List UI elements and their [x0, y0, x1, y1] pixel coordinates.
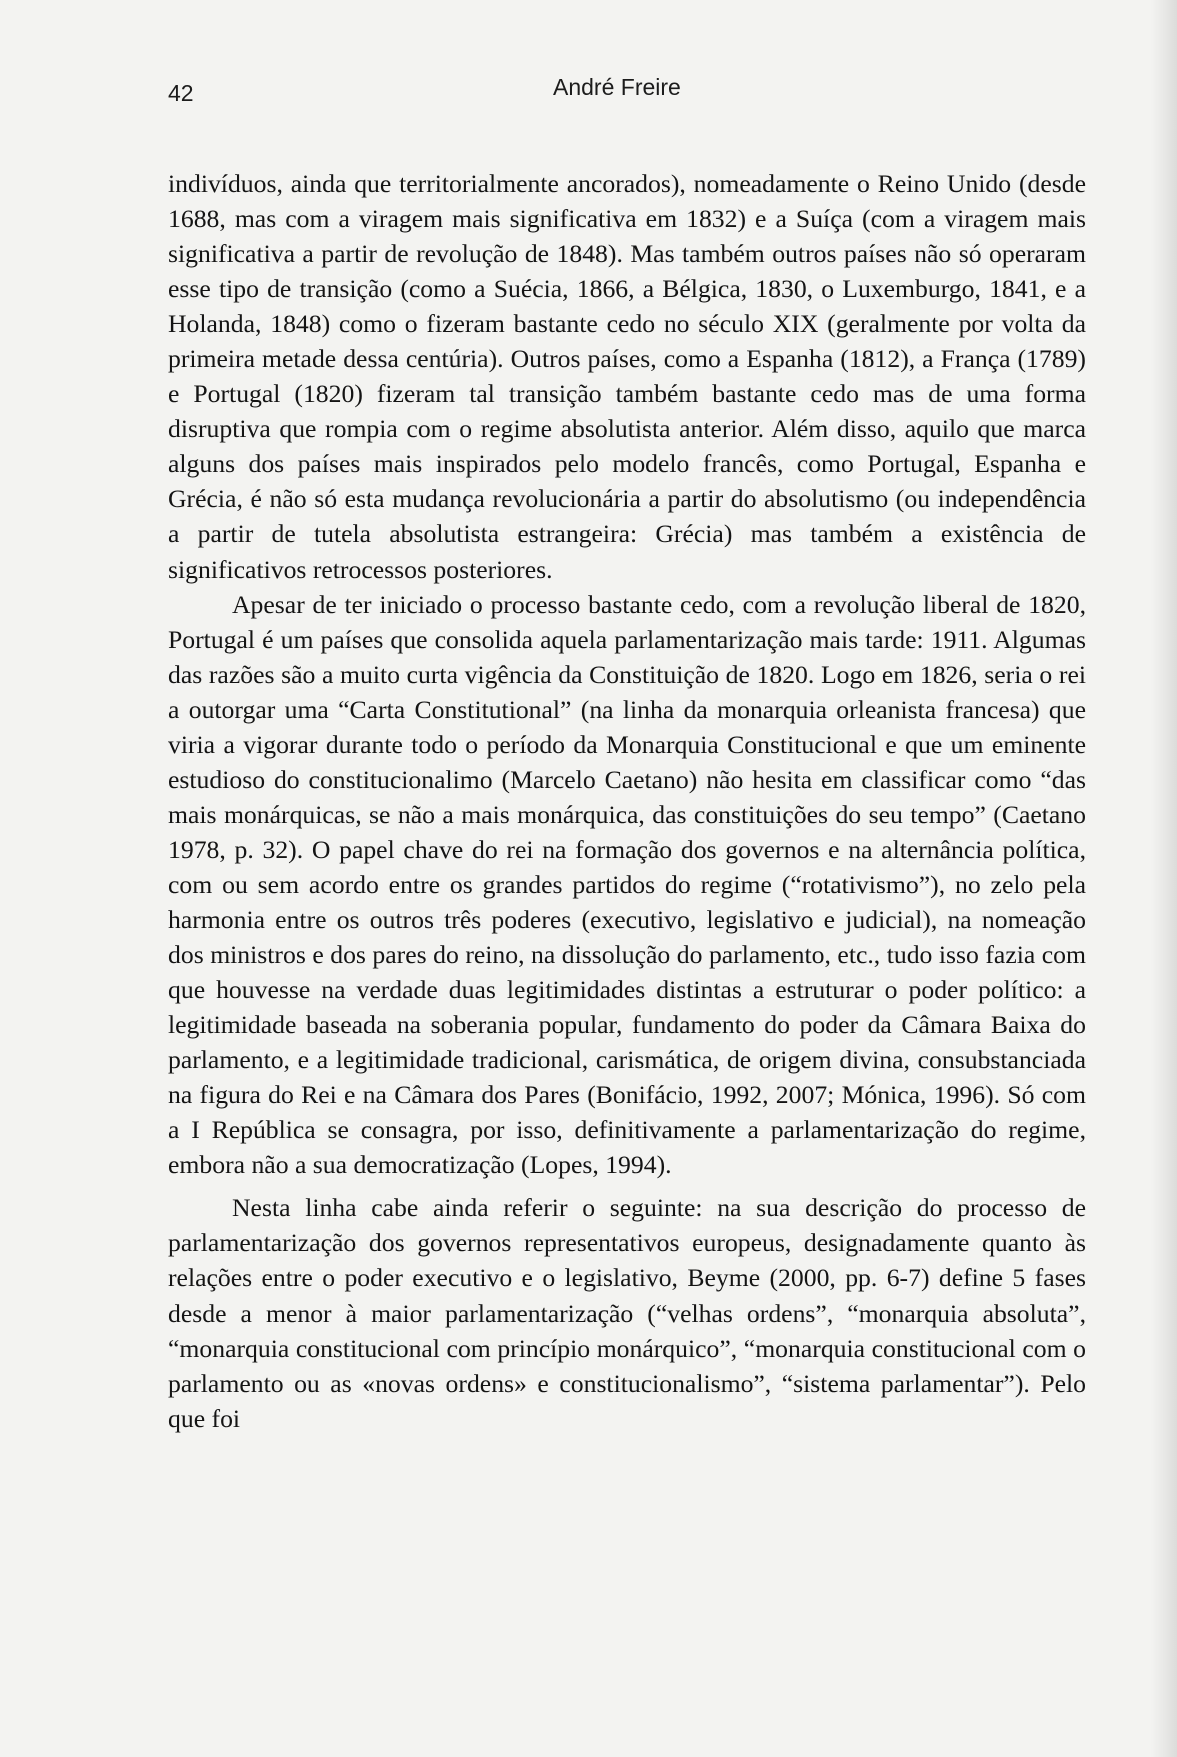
paragraph-3: Nesta linha cabe ainda referir o seguinte: na sua descrição do processo de parlamentarização dos governos representativos europeus, designadamente quanto às relações entre o poder executivo e o legislativo, Beyme (2000, pp. 6-7) define 5 fases desde a menor à maior parlamentarização (“velhas ordens”, “monarquia absoluta”, “monarquia constitucional com princípio monárquico”, “monarquia constitucional com o parlamento ou as «novas ordens» e constitucionalismo”, “sistema parlamentar”). Pelo que foi — [168, 1193, 1086, 1433]
running-head — [0, 74, 1177, 114]
running-title: André Freire — [553, 74, 681, 100]
page-edge-shadow — [1151, 0, 1177, 1757]
paragraph-1: indivíduos, ainda que territorialmente ancorados), nomeadamente o Reino Unido (desde 1688, mas com a viragem mais significativa em 1832) e a Suíça (com a viragem mais significativa a partir de revolução de 1848). Mas também outros países não só operaram esse tipo de transição (como a Suécia, 1866, a Bélgica, 1830, o Luxemburgo, 1841, e a Holanda, 1848) como o fizeram bastante cedo no século XIX (geralmente por volta da primeira metade dessa centúria). Outros países, como a Espanha (1812), a França (1789) e Portugal (1820) fizeram tal transição também bastante cedo mas de uma forma disruptiva que rompia com o regime absolutista anterior. Além disso, aquilo que marca alguns dos países mais inspirados pelo modelo francês, como Portugal, Espanha e Grécia, é não só esta mudança revolucionária a partir do absolutismo (ou independência a partir de tutela absolutista estrangeira: Grécia) mas também a existência de significativos retrocessos posteriores. — [168, 169, 1086, 584]
paragraph-2: Apesar de ter iniciado o processo bastante cedo, com a revolução liberal de 1820, Portugal é um países que consolida aquela parlamentarização mais tarde: 1911. Algumas das razões são a muito curta vigência da Constituição de 1820. Logo em 1826, seria o rei a outorgar uma “Carta Constitutional” (na linha da monarquia orleanista francesa) que viria a vigorar durante todo o período da Monarquia Constitucional e que um eminente estudioso do constitucionalimo (Marcelo Caetano) não hesita em classificar como “das mais monárquicas, se não a mais monárquica, das constituições do seu tempo” (Caetano 1978, p. 32). O papel chave do rei na formação dos governos e na alternância política, com ou sem acordo entre os grandes partidos do regime (“rotativismo”), no zelo pela harmonia entre os outros três poderes (executivo, legislativo e judicial), na nomeação dos ministros e dos pares do reino, na dissolução do parlamento, etc., tudo isso fazia com que houvesse na verdade duas legitimidades distintas a estruturar o poder político: a legitimidade baseada na soberania popular, fundamento do poder da Câmara Baixa do parlamento, e a legitimidade tradicional, carismática, de origem divina, consubstanciada na figura do Rei e na Câmara dos Pares (Bonifácio, 1992, 2007; Mónica, 1996). Só com a I República se consagra, por isso, definitivamente a parlamentarização do regime, embora não a sua democratização (Lopes, 1994). — [168, 589, 1086, 1180]
page-number: 42 — [168, 80, 194, 106]
body-text — [168, 166, 1086, 1436]
